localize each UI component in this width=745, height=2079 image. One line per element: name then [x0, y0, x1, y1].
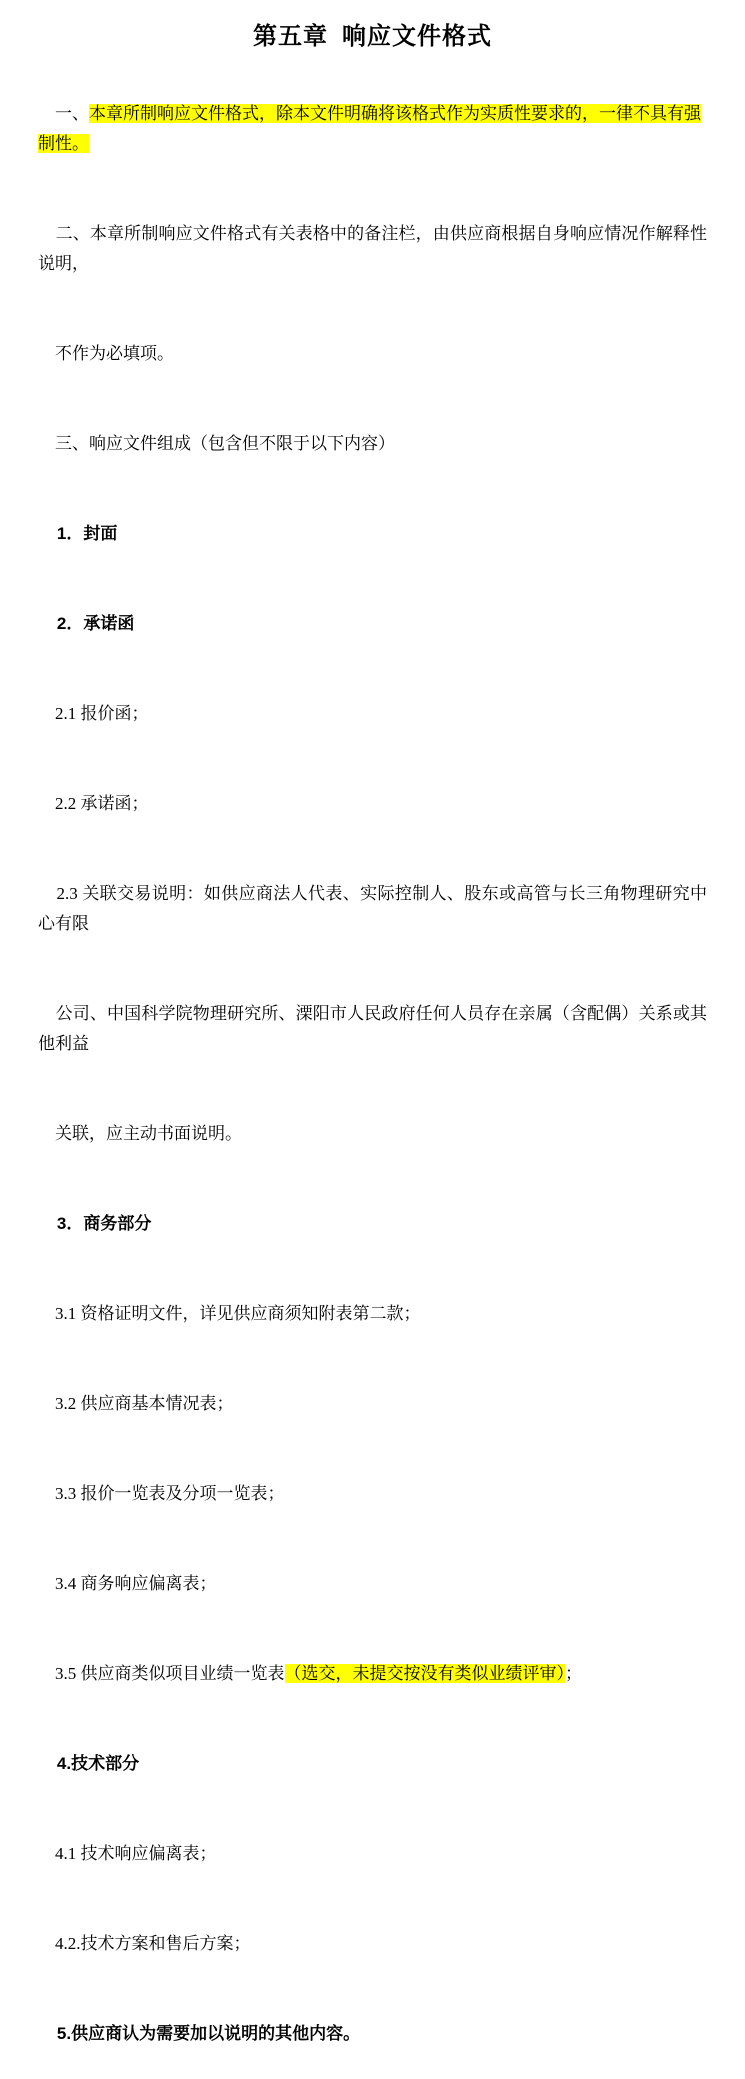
paragraph-item-3 — [38, 399, 707, 489]
paragraph-item-3-4 — [38, 1539, 707, 1629]
heading-section-2 — [38, 579, 707, 669]
item-2-2-text: 2.2 承诺函； — [55, 794, 149, 813]
item-2-3-line2-text: 公司、中国科学院物理研究所、溧阳市人民政府任何人员存在亲属（含配偶）关系或其他利益 — [38, 1004, 708, 1053]
section-3-text: 3．商务部分 — [56, 1214, 152, 1233]
heading-section-1 — [38, 489, 707, 579]
paragraph-item-2-line1 — [38, 189, 707, 309]
item-1-prefix: 一、 — [55, 104, 89, 123]
heading-section-4 — [38, 1719, 707, 1809]
paragraph-item-3-3 — [38, 1449, 707, 1539]
heading-section-3 — [38, 1179, 707, 1269]
paragraph-item-2-3-line1 — [38, 849, 707, 969]
section-5-text: 5.供应商认为需要加以说明的其他内容。 — [56, 2024, 361, 2043]
item-3-5-highlighted-text: （选交，未提交按没有类似业绩评审） — [284, 1664, 565, 1683]
page-title — [38, 16, 707, 51]
paragraph-item-4-1 — [38, 1809, 707, 1899]
item-1-highlighted-text: 本章所制响应文件格式，除本文件明确将该格式作为实质性要求的，一律不具有强制性。 — [38, 104, 701, 153]
item-3-1-text: 3.1 资格证明文件，详见供应商须知附表第二款； — [55, 1304, 421, 1323]
paragraph-item-3-5 — [38, 1629, 707, 1719]
document-page — [0, 16, 745, 2043]
paragraph-item-3-2 — [38, 1359, 707, 1449]
item-2-3-line1-text: 2.3 关联交易说明：如供应商法人代表、实际控制人、股东或高管与长三角物理研究中心有限 — [38, 884, 708, 933]
item-2-line1-text: 二、本章所制响应文件格式有关表格中的备注栏，由供应商根据自身响应情况作解释性说明， — [38, 224, 708, 273]
paragraph-item-3-1 — [38, 1269, 707, 1359]
paragraph-item-2-1 — [38, 669, 707, 759]
paragraph-item-4-2 — [38, 1899, 707, 1989]
paragraph-item-2-3-line3 — [38, 1089, 707, 1179]
paragraph-item-2-line2 — [38, 309, 707, 399]
item-4-2-text: 4.2.技术方案和售后方案； — [55, 1934, 251, 1953]
item-2-1-text: 2.1 报价函； — [55, 704, 149, 723]
paragraph-item-2-2 — [38, 759, 707, 849]
item-4-1-text: 4.1 技术响应偏离表； — [55, 1844, 217, 1863]
item-3-2-text: 3.2 供应商基本情况表； — [55, 1394, 234, 1413]
item-2-3-line3-text: 关联，应主动书面说明。 — [55, 1124, 242, 1143]
item-3-3-text: 3.3 报价一览表及分项一览表； — [55, 1484, 285, 1503]
section-4-text: 4.技术部分 — [56, 1754, 140, 1773]
item-3-4-text: 3.4 商务响应偏离表； — [55, 1574, 217, 1593]
item-3-text: 三、响应文件组成（包含但不限于以下内容） — [55, 434, 395, 453]
section-1-text: 1．封面 — [56, 524, 118, 543]
item-3-5-text: 3.5 供应商类似项目业绩一览表 — [55, 1664, 285, 1683]
paragraph-item-1 — [38, 69, 707, 189]
title-subject: 响应文件格式 — [342, 23, 492, 50]
item-2-line2-text: 不作为必填项。 — [55, 344, 174, 363]
paragraph-item-2-3-line2 — [38, 969, 707, 1089]
item-3-5-suffix: ； — [565, 1664, 582, 1683]
title-chapter: 第五章 — [253, 23, 328, 50]
section-2-text: 2．承诺函 — [56, 614, 135, 633]
heading-section-5 — [38, 1989, 707, 2079]
